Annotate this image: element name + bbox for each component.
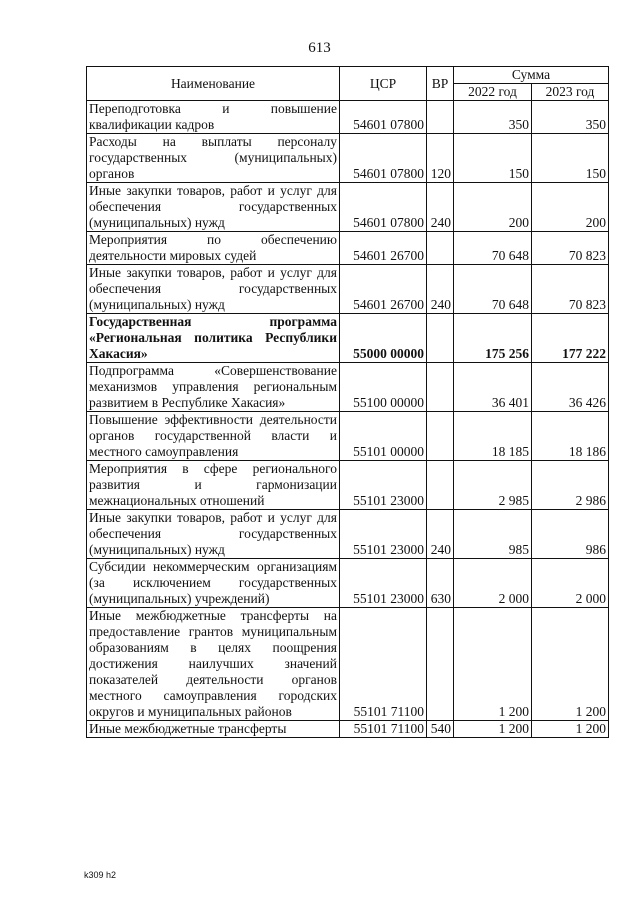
row-sum-2023: 1 200: [532, 721, 609, 738]
row-sum-2023: 350: [532, 101, 609, 134]
table-row: [87, 461, 609, 510]
row-csr: 54601 07800: [340, 134, 427, 183]
row-vr: 240: [427, 510, 454, 559]
row-vr: [427, 101, 454, 134]
table-row: [87, 510, 609, 559]
row-csr: 54601 26700: [340, 265, 427, 314]
row-vr: [427, 461, 454, 510]
row-vr: 240: [427, 183, 454, 232]
row-csr: 55101 23000: [340, 559, 427, 608]
header-year-2022: 2022 год: [454, 84, 532, 101]
header-year-2023: 2023 год: [532, 84, 609, 101]
row-sum-2022: 1 200: [454, 608, 532, 721]
row-name: Мероприятия по обеспечению деятельности мировых судей: [87, 232, 340, 265]
row-name: Иные межбюджетные трансферты на предоставление грантов муниципальным образованиям в целях поощрения достижения наилучших значений показателей деятельности органов местного самоуправления городских округов и муниципальных районов: [87, 608, 340, 721]
row-vr: 120: [427, 134, 454, 183]
table-row: [87, 134, 609, 183]
row-name: Мероприятия в сфере регионального развития и гармонизации межнациональных отношений: [87, 461, 340, 510]
header-row: [87, 67, 609, 84]
row-name: Иные закупки товаров, работ и услуг для обеспечения государственных (муниципальных) нужд: [87, 183, 340, 232]
row-csr: 55101 23000: [340, 510, 427, 559]
row-csr: 55101 71100: [340, 721, 427, 738]
row-vr: 630: [427, 559, 454, 608]
row-vr: [427, 412, 454, 461]
table-row: [87, 265, 609, 314]
row-vr: [427, 314, 454, 363]
row-sum-2022: 350: [454, 101, 532, 134]
table-row: [87, 363, 609, 412]
row-sum-2023: 150: [532, 134, 609, 183]
row-name: Государственная программа «Региональная политика Республики Хакасия»: [87, 314, 340, 363]
row-sum-2023: 2 000: [532, 559, 609, 608]
row-sum-2023: 986: [532, 510, 609, 559]
row-name: Иные межбюджетные трансферты: [87, 721, 340, 738]
row-sum-2022: 200: [454, 183, 532, 232]
row-name: Переподготовка и повышение квалификации кадров: [87, 101, 340, 134]
table-row: [87, 183, 609, 232]
row-sum-2022: 1 200: [454, 721, 532, 738]
header-name: Наименование: [87, 67, 340, 101]
row-vr: [427, 608, 454, 721]
row-csr: 55101 23000: [340, 461, 427, 510]
row-name: Повышение эффективности деятельности органов государственной власти и местного самоуправления: [87, 412, 340, 461]
table-row: [87, 314, 609, 363]
row-sum-2022: 70 648: [454, 265, 532, 314]
row-vr: 240: [427, 265, 454, 314]
row-sum-2023: 177 222: [532, 314, 609, 363]
row-csr: 54601 07800: [340, 101, 427, 134]
row-name: Субсидии некоммерческим организациям (за исключением государственных (муниципальных) учреждений): [87, 559, 340, 608]
row-name: Расходы на выплаты персоналу государственных (муниципальных) органов: [87, 134, 340, 183]
budget-table: [86, 66, 609, 738]
row-sum-2023: 70 823: [532, 232, 609, 265]
row-sum-2022: 70 648: [454, 232, 532, 265]
row-sum-2022: 175 256: [454, 314, 532, 363]
table-row: [87, 232, 609, 265]
row-sum-2023: 1 200: [532, 608, 609, 721]
row-vr: 540: [427, 721, 454, 738]
row-sum-2023: 36 426: [532, 363, 609, 412]
table-row: [87, 412, 609, 461]
footer-code: k309 h2: [84, 870, 117, 880]
row-name: Иные закупки товаров, работ и услуг для обеспечения государственных (муниципальных) нужд: [87, 265, 340, 314]
row-sum-2023: 2 986: [532, 461, 609, 510]
header-vr: ВР: [427, 67, 454, 101]
row-csr: 54601 07800: [340, 183, 427, 232]
row-sum-2022: 985: [454, 510, 532, 559]
table-row: [87, 101, 609, 134]
row-sum-2022: 18 185: [454, 412, 532, 461]
row-csr: 55100 00000: [340, 363, 427, 412]
table-row: [87, 608, 609, 721]
table-row: [87, 721, 609, 738]
row-csr: 54601 26700: [340, 232, 427, 265]
row-csr: 55000 00000: [340, 314, 427, 363]
row-name: Подпрограмма «Совершенствование механизмов управления региональным развитием в Республике Хакасия»: [87, 363, 340, 412]
row-sum-2023: 200: [532, 183, 609, 232]
row-sum-2023: 70 823: [532, 265, 609, 314]
row-sum-2022: 2 000: [454, 559, 532, 608]
row-vr: [427, 232, 454, 265]
row-csr: 55101 00000: [340, 412, 427, 461]
row-sum-2022: 2 985: [454, 461, 532, 510]
row-sum-2022: 36 401: [454, 363, 532, 412]
page-number: 613: [308, 40, 331, 56]
row-vr: [427, 363, 454, 412]
header-csr: ЦСР: [340, 67, 427, 101]
row-sum-2023: 18 186: [532, 412, 609, 461]
row-csr: 55101 71100: [340, 608, 427, 721]
row-sum-2022: 150: [454, 134, 532, 183]
header-sum: Сумма: [454, 67, 609, 84]
table-row: [87, 559, 609, 608]
row-name: Иные закупки товаров, работ и услуг для обеспечения государственных (муниципальных) нужд: [87, 510, 340, 559]
